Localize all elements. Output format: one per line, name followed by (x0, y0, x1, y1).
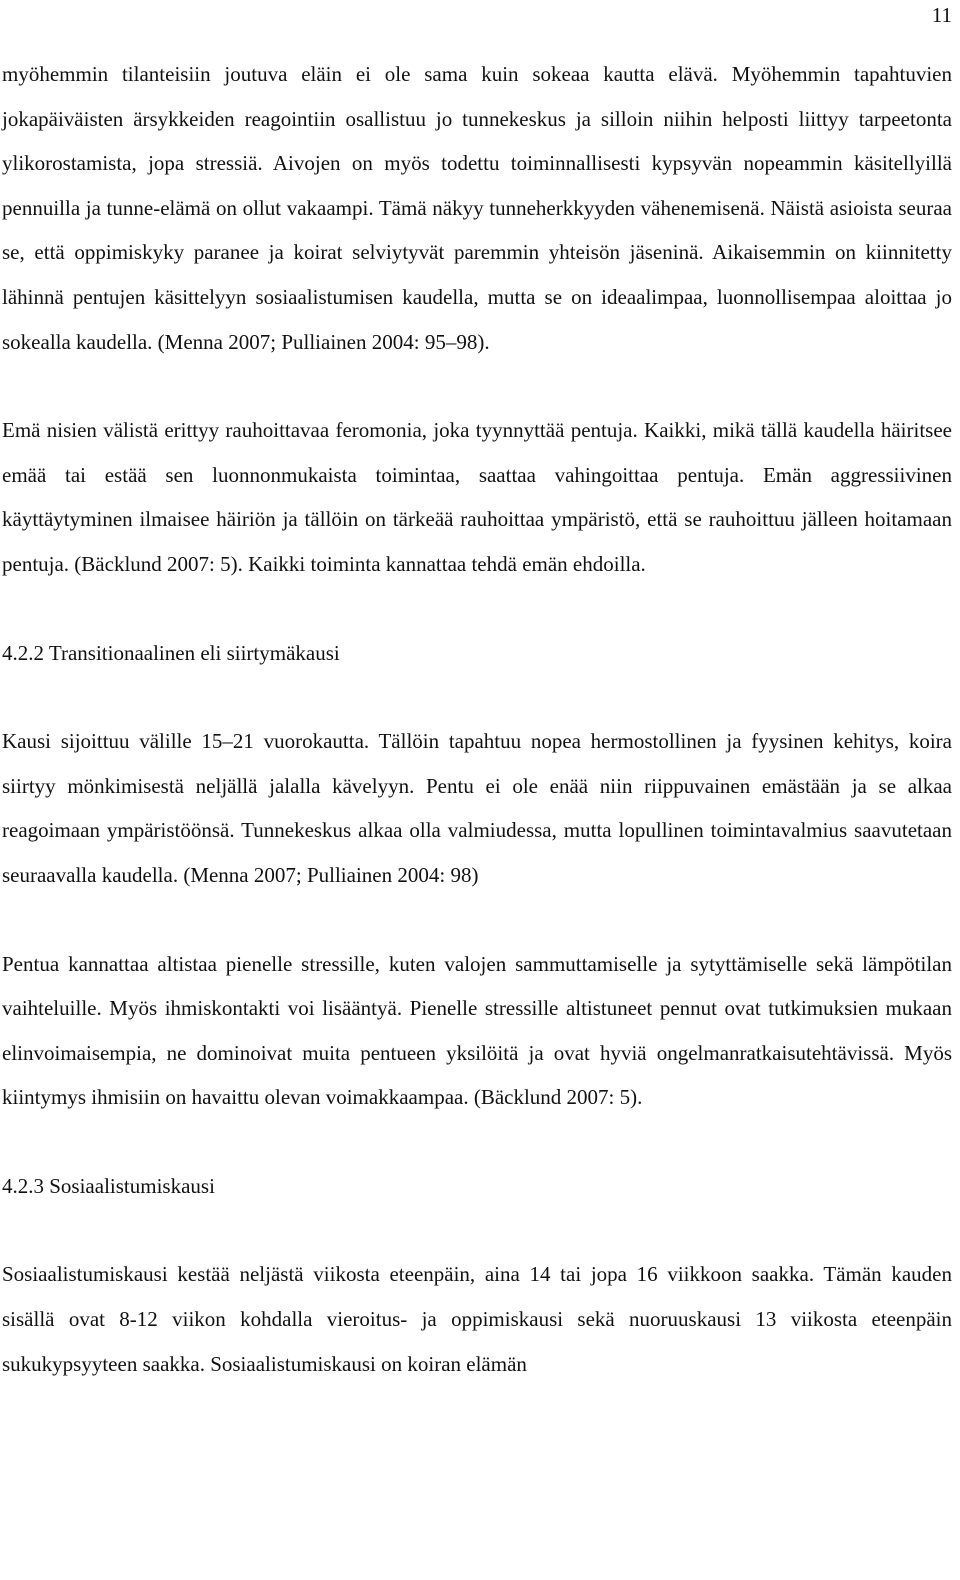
paragraph-gap (2, 1208, 952, 1252)
page-number: 11 (931, 3, 952, 27)
document-body (2, 52, 952, 1386)
paragraph-gap (2, 675, 952, 719)
paragraph-transitional-period: Kausi sijoittuu välille 15–21 vuorokautta. Tällöin tapahtuu nopea hermostollinen ja fyysinen kehitys, koira siirtyy mönkimisestä neljällä jalalla kävelyyn. Pentu ei ole enää niin riippuvainen emästään ja se alkaa reagoimaan ympäristöönsä. Tunnekeskus alkaa olla valmiudessa, mutta lopullinen toimintavalmius saavutetaan seuraavalla kaudella. (Menna 2007; Pulliainen 2004: 98) (2, 729, 952, 887)
paragraph-neonatal-handling: myöhemmin tilanteisiin joutuva eläin ei ole sama kuin sokeaa kautta elävä. Myöhemmin tapahtuvien jokapäiväisten ärsykkeiden reagointiin osallistuu jo tunnekeskus ja silloin niihin helposti liittyy tarpeetonta ylikorostamista, jopa stressiä. Aivojen on myös todettu toiminnallisesti kypsyvän nopeammin käsitellyillä pennuilla ja tunne-elämä on ollut vakaampi. Tämä näkyy tunneherkkyyden vähenemisenä. Näistä asioista seuraa se, että oppimiskyky paranee ja koirat selviytyvät paremmin yhteisön jäseninä. Aikaisemmin on kiinnitetty lähinnä pentujen käsittelyyn sosiaalistumisen kaudella, mutta se on ideaalimpaa, luonnollisempaa aloittaa jo sokealla kaudella. (Menna 2007; Pulliainen 2004: 95–98). (2, 62, 952, 354)
paragraph-gap (2, 898, 952, 942)
paragraph-mother-pheromone: Emä nisien välistä erittyy rauhoittavaa feromonia, joka tyynnyttää pentuja. Kaikki, mikä tällä kaudella häiritsee emää tai estää sen luonnonmukaista toimintaa, saattaa vahingoittaa pentuja. Emän aggressiivinen käyttäytyminen ilmaisee häiriön ja tällöin on tärkeää rauhoittaa ympäristö, että se rauhoittuu jälleen hoitamaan pentuja. (Bäcklund 2007: 5). Kaikki toiminta kannattaa tehdä emän ehdoilla. (2, 418, 952, 576)
paragraph-gap (2, 587, 952, 631)
section-heading-transitional: 4.2.2 Transitionaalinen eli siirtymäkausi (2, 640, 340, 665)
paragraph-mild-stress: Pentua kannattaa altistaa pienelle stressille, kuten valojen sammuttamiselle ja sytyttämiselle sekä lämpötilan vaihteluille. Myös ihmiskontakti voi lisääntyä. Pienelle stressille altistuneet pennut ovat tutkimuksien mukaan elinvoimaisempia, ne dominoivat muita pentueen yksilöitä ja ovat hyviä ongelmanratkaisutehtävissä. Myös kiintymys ihmisiin on havaittu olevan voimakkaampaa. (Bäcklund 2007: 5). (2, 951, 952, 1110)
section-heading-socialization: 4.2.3 Sosiaalistumiskausi (2, 1173, 215, 1198)
paragraph-gap (2, 364, 952, 408)
paragraph-socialization-period: Sosiaalistumiskausi kestää neljästä viikosta eteenpäin, aina 14 tai jopa 16 viikkoon saakka. Tämän kauden sisällä ovat 8-12 viikon kohdalla vieroitus- ja oppimiskausi sekä nuoruuskausi 13 viikosta eteenpäin sukukypsyyteen saakka. Sosiaalistumiskausi on koiran elämän (2, 1262, 952, 1376)
paragraph-gap (2, 1120, 952, 1164)
